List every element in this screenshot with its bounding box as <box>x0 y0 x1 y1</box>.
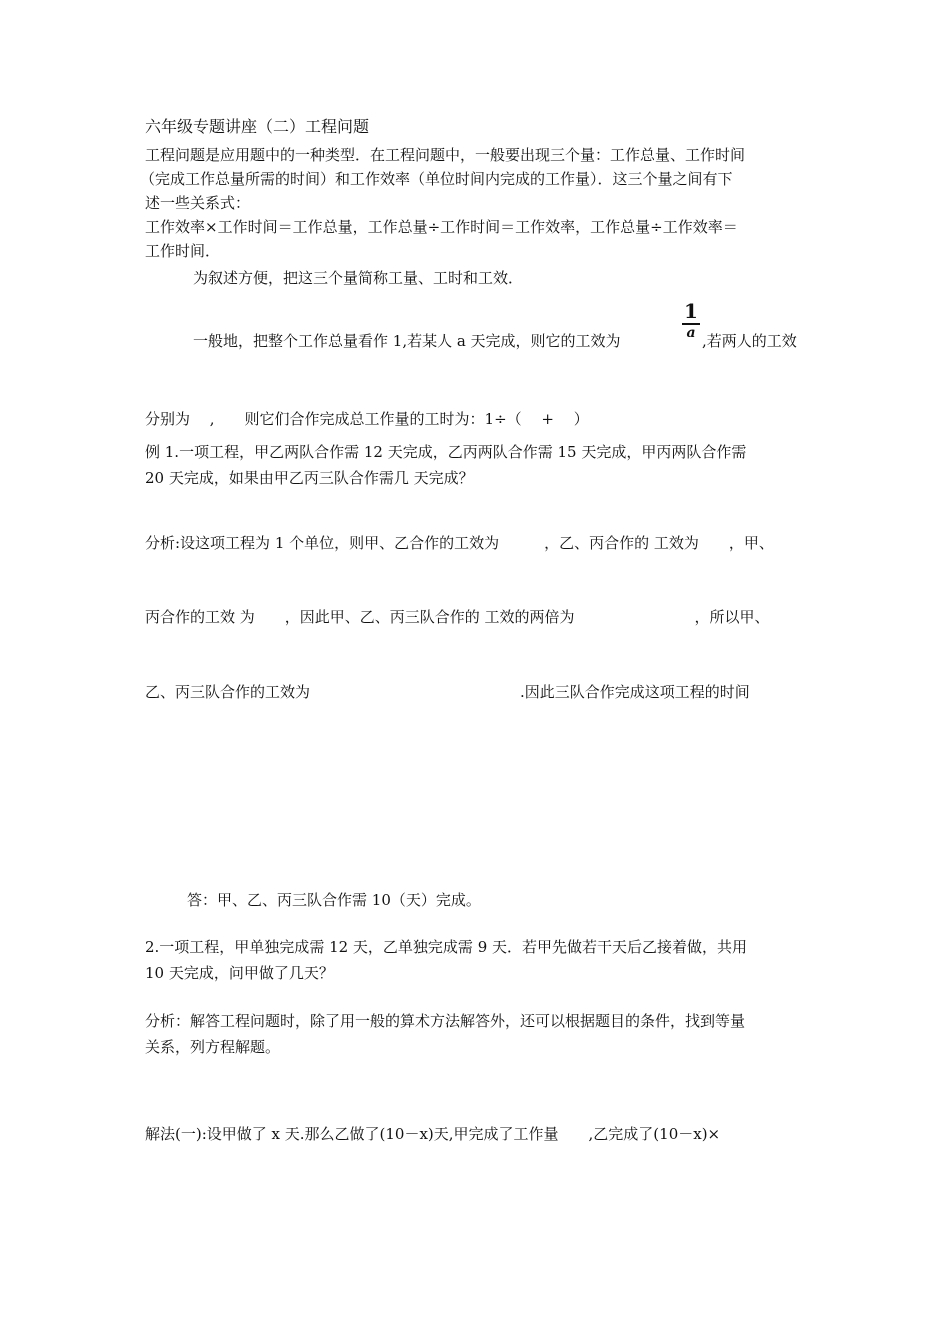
analysis-2-line-2: 关系，列方程解题。 <box>145 1038 281 1056</box>
example-2-line-2: 10 天完成，问甲做了几天？ <box>145 964 334 982</box>
solution-1-line-1: 解法(一):设甲做了 x 天.那么乙做了(10－x)天,甲完成了工作量 ,乙完成了(10－x)× <box>145 1125 721 1143</box>
fraction-denominator: a <box>686 325 696 341</box>
intro-line-2: （完成工作总量所需的时间）和工作效率（单位时间内完成的工作量）．这三个量之间有下 <box>140 170 733 188</box>
general-line-2: 分别为 , 则它们合作完成总工作量的工时为：1÷（ + ） <box>145 410 589 428</box>
fraction-numerator: 1 <box>684 299 698 323</box>
example-1-line-1: 例 1.一项工程，甲乙两队合作需 12 天完成，乙丙两队合作需 15 天完成，甲丙两队合作需 <box>145 443 747 461</box>
general-line-1: 一般地，把整个工作总量看作 1,若某人 a 天完成，则它的工效为 <box>193 332 621 350</box>
general-line-1-end: ,若两人的工效 <box>702 332 797 350</box>
relation-line-1: 工作效率×工作时间＝工作总量，工作总量÷工作时间＝工作效率，工作总量÷工作效率＝ <box>145 218 738 236</box>
answer-1: 答：甲、乙、丙三队合作需 10（天）完成。 <box>187 891 481 909</box>
intro-line-3: 述一些关系式： <box>145 194 251 212</box>
analysis-2-line-1: 分析：解答工程问题时，除了用一般的算术方法解答外，还可以根据题目的条件，找到等量 <box>145 1012 746 1030</box>
relation-line-2: 工作时间． <box>145 242 221 260</box>
page-title: 六年级专题讲座（二）工程问题 <box>145 117 370 136</box>
fraction-one-over-a <box>680 300 702 340</box>
abbrev-line: 为叙述方便，把这三个量简称工量、工时和工效． <box>193 269 524 287</box>
analysis-1-line-3: 乙、丙三队合作的工效为 .因此三队合作完成这项工程的时间 <box>145 683 750 701</box>
intro-line-1: 工程问题是应用题中的一种类型．在工程问题中，一般要出现三个量：工作总量、工作时间 <box>145 146 746 164</box>
example-2-line-1: 2.一项工程，甲单独完成需 12 天，乙单独完成需 9 天．若甲先做若干天后乙接着做，共用 <box>145 938 748 956</box>
analysis-1-line-2: 丙合作的工效 为 ，因此甲、乙、丙三队合作的 工效的两倍为 ，所以甲、 <box>145 608 770 626</box>
analysis-1-line-1: 分析:设这项工程为 1 个单位，则甲、乙合作的工效为 ，乙、丙合作的 工效为 ，甲、 <box>145 534 774 552</box>
example-1-line-2: 20 天完成，如果由甲乙丙三队合作需几 天完成？ <box>145 469 474 487</box>
